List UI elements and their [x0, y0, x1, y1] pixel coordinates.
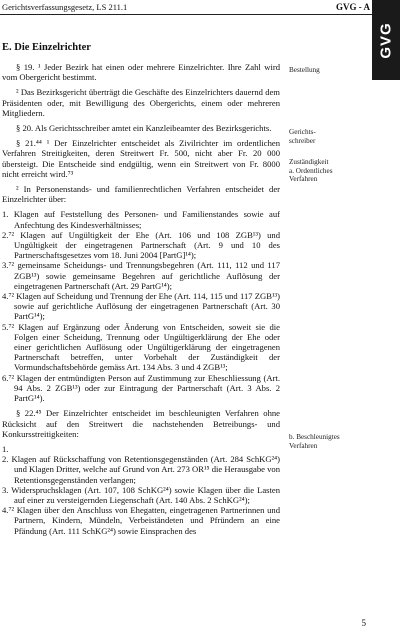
header-law-title: Gerichtsverfassungsgesetz, LS 211.1 — [2, 2, 128, 12]
list-21 — [2, 209, 280, 403]
list-item: 5.⁷² Klagen auf Ergänzung oder Änderung von Entscheiden, soweit sie die Folgen einer Scheidung, Trennung oder Ungültigerklärung der Ehe oder einer gerichtlichen Auflösung oder Ungültigerklärung der eingetragenen Partnerschaft betreffen, unter Vorbehalt der Zuständigkeit der Vormundschaftsbehörde gemäss Art. 134 Abs. 3 und 4 ZGB¹³; — [2, 321, 280, 373]
body-column — [2, 62, 280, 541]
gvg-tab — [372, 0, 400, 80]
list-item: 1. — [2, 443, 9, 454]
para-21-1: § 21.⁴⁴ ¹ Der Einzelrichter entscheidet als Zivilrichter im ordentlichen Verfahren Streitigkeiten, deren Streitwert Fr. 500, nicht aber Fr. 20 000 übersteigt. Die Entscheide sind endgültig, wenn ein Streitwert von Fr. 8000 nicht erreicht wird.⁷³ — [2, 138, 280, 179]
margin-note-text: b. Beschleunigtes Verfahren — [289, 433, 340, 450]
page-number: 5 — [361, 618, 366, 628]
margin-note-gerichtsschreiber — [289, 128, 361, 145]
margin-note-zustaendigkeit — [289, 158, 361, 184]
header-rule — [0, 14, 372, 15]
list-item: 3.⁷² gemeinsame Scheidungs- und Trennungsbegehren (Art. 111, 112 und 117 ZGB¹³) sowie gemeinsame Begehren auf gerichtliche Auflösung der eingetragenen Partnerschaft (Art. 29 PartG¹⁴); — [2, 260, 280, 291]
gvg-tab-label: GVG — [377, 21, 395, 59]
list-item: 2. Klagen auf Rückschaffung von Retentionsgegenständen (Art. 284 SchKG²⁴) und Klagen Dritter, welche auf Grund von Art. 273 OR¹⁵ die Herausgabe von Retentionsgegenständen verlangen; — [2, 454, 280, 485]
list-item: 6.⁷² Klagen der entmündigten Person auf Zustimmung zur Eheschliessung (Art. 94 Abs. 2 ZGB¹³) oder zur Eintragung der Partnerschaft (Art. 3 Abs. 2 PartG¹⁴). — [2, 372, 280, 404]
list-item: 4.⁷² Klagen über den Anschluss von Ehegatten, eingetragenen Partnerinnen und Partnern, Kindern, Mündeln, Verbeiständeten und Pfründern an eine Pfändung (Art. 111 SchKG²⁴) sowie Einsprachen des — [2, 505, 280, 536]
section-title: E. Die Einzelrichter — [2, 42, 91, 53]
margin-note-bestellung — [289, 66, 361, 75]
margin-note-text: Zuständigkeit a. Ordentliches Verfahren — [289, 158, 333, 184]
page-header — [0, 0, 400, 20]
para-21-2: ² In Personenstands- und familienrechtlichen Verfahren entscheidet der Einzelrichter über: — [2, 184, 280, 205]
list-22 — [2, 444, 280, 536]
margin-note-text: Gerichts- schreiber — [289, 128, 316, 145]
margin-note-beschleunigt — [289, 433, 361, 450]
list-item: 3. Widerspruchsklagen (Art. 107, 108 SchKG²⁴) sowie Klagen über die Lasten auf einer zu versteigernden Liegenschaft (Art. 140 Abs. 2 SchKG²⁴); — [2, 484, 280, 505]
para-22: § 22.⁴⁵ Der Einzelrichter entscheidet im beschleunigten Verfahren ohne Rücksicht auf den Streitwert die nachstehenden Betreibungs- und Konkursstreitigkeiten: — [2, 408, 280, 439]
margin-note-text: Bestellung — [289, 66, 320, 74]
list-item: 1. Klagen auf Feststellung des Personen- und Familienstandes sowie auf Anfechtung des Kindesverhältnisses; — [2, 209, 280, 230]
para-19-1: § 19. ¹ Jeder Bezirk hat einen oder mehrere Einzelrichter. Ihre Zahl wird vom Obergericht bestimmt. — [2, 62, 280, 83]
para-20: § 20. Als Gerichtsschreiber amtet ein Kanzleibeamter des Bezirksgerichts. — [16, 123, 272, 134]
header-section-code: GVG - A — [335, 2, 370, 12]
para-19-2: ² Das Bezirksgericht überträgt die Geschäfte des Einzelrichters dauernd dem Präsidenten oder, mit Bewilligung des Obergerichts, einem oder mehreren Mitgliedern. — [2, 87, 280, 118]
list-item: 4.⁷² Klagen auf Scheidung und Trennung der Ehe (Art. 114, 115 und 117 ZGB¹³) sowie auf gerichtliche Auflösung der eingetragenen Partnerschaft (Art. 30 PartG¹⁴); — [2, 291, 280, 322]
list-item: 2.⁷² Klagen auf Ungültigkeit der Ehe (Art. 106 und 108 ZGB¹³) und Ungültigkeit der eingetragenen Partnerschaft (Art. 9 und 10 des Partnerschaftsgesetzes vom 18. Juni 2004 [PartG]¹⁴); — [2, 229, 280, 261]
